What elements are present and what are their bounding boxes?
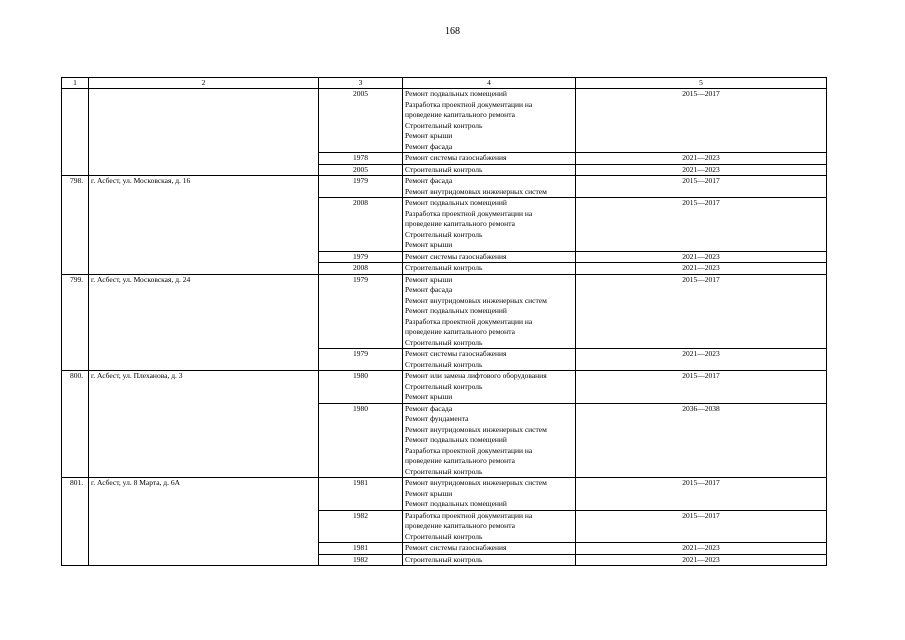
table-row [62,274,827,349]
work-item: Строительный контроль [405,164,483,174]
period-cell: 2015—2017 [576,89,827,153]
work-item: проведение капитального ремонта [405,521,515,530]
year-cell: 1982 [319,554,403,566]
address-cell: г. Асбест, ул. Московская, д. 24 [89,274,319,371]
works-cell [403,478,576,511]
row-number-cell [62,89,89,176]
work-item: Строительный контроль [405,466,483,476]
works-cell [403,198,576,252]
work-item: Ремонт фасада [405,285,453,294]
table-row [62,176,827,198]
period-cell: 2021—2023 [576,554,827,566]
works-cell [403,543,576,555]
work-item: Строительный контроль [405,120,483,130]
address-cell: г. Асбест, ул. Плеханова, д. 3 [89,371,319,478]
work-item: Ремонт фасада [405,403,453,413]
address-cell: г. Асбест, ул. 8 Марта, д. 6А [89,478,319,566]
work-item: Ремонт внутридомовых инженерных систем [405,424,547,434]
period-cell: 2021—2023 [576,263,827,275]
work-item: проведение капитального ремонта [405,110,515,119]
column-header: 4 [403,78,576,89]
period-cell: 2015—2017 [576,510,827,543]
works-cell [403,403,576,478]
work-item: Ремонт фундамента [405,414,469,423]
year-cell: 1979 [319,176,403,198]
period-cell: 2021—2023 [576,349,827,371]
works-cell [403,164,576,176]
work-item: Ремонт крыши [405,392,453,401]
year-cell: 1981 [319,543,403,555]
work-item: Ремонт фасада [405,141,453,151]
work-item: Ремонт или замена лифтового оборудования [405,371,547,380]
year-cell: 1982 [319,510,403,543]
work-item: Ремонт подвальных помещений [405,89,507,98]
work-item: Строительный контроль [405,263,483,272]
works-cell [403,349,576,371]
work-item: Ремонт крыши [405,240,453,249]
table-row [62,478,827,511]
works-cell [403,153,576,165]
works-cell [403,263,576,275]
work-item: Строительный контроль [405,531,483,541]
work-item: проведение капитального ремонта [405,327,515,336]
year-cell: 1979 [319,274,403,349]
period-cell: 2015—2017 [576,478,827,511]
column-header: 2 [89,78,319,89]
work-item: Разработка проектной документации на [405,510,533,520]
work-item: Ремонт системы газоснабжения [405,543,507,552]
work-item: Строительный контроль [405,359,483,369]
column-number-row [62,78,827,89]
period-cell: 2021—2023 [576,251,827,263]
works-cell [403,510,576,543]
period-cell: 2021—2023 [576,164,827,176]
column-header: 5 [576,78,827,89]
work-item: Разработка проектной документации на [405,208,533,218]
work-item: Ремонт внутридомовых инженерных систем [405,186,547,196]
works-cell [403,554,576,566]
work-item: Ремонт крыши [405,274,453,284]
table-row [62,371,827,404]
period-cell: 2015—2017 [576,371,827,404]
year-cell: 2008 [319,198,403,252]
row-number-cell: 800. [62,371,89,478]
work-item: Строительный контроль [405,381,483,391]
work-item: Ремонт крыши [405,488,453,498]
work-item: Ремонт подвальных помещений [405,435,507,444]
year-cell: 1980 [319,371,403,404]
period-cell: 2021—2023 [576,543,827,555]
work-item: Ремонт системы газоснабжения [405,349,507,358]
repair-schedule-table [61,77,827,566]
year-cell: 1980 [319,403,403,478]
address-cell [89,89,319,176]
work-item: Ремонт внутридомовых инженерных систем [405,478,547,487]
work-item: Ремонт фасада [405,176,453,185]
row-number-cell: 799. [62,274,89,371]
work-item: Ремонт крыши [405,131,453,140]
year-cell: 1981 [319,478,403,511]
work-item: проведение капитального ремонта [405,456,515,465]
work-item: Строительный контроль [405,337,483,347]
address-cell: г. Асбест, ул. Московская, д. 16 [89,176,319,275]
work-item: Ремонт системы газоснабжения [405,251,507,261]
work-item: Строительный контроль [405,554,483,564]
work-item: Строительный контроль [405,229,483,239]
year-cell: 1979 [319,251,403,263]
table-row [62,89,827,153]
works-cell [403,371,576,404]
work-item: Ремонт системы газоснабжения [405,153,507,162]
page-number: 168 [445,26,460,37]
work-item: Разработка проектной документации на [405,316,533,326]
work-item: проведение капитального ремонта [405,219,515,228]
works-cell [403,176,576,198]
period-cell: 2015—2017 [576,198,827,252]
column-header: 3 [319,78,403,89]
work-item: Ремонт подвальных помещений [405,198,507,207]
period-cell: 2036—2038 [576,403,827,478]
table-body [62,78,827,566]
period-cell: 2021—2023 [576,153,827,165]
work-item: Разработка проектной документации на [405,99,533,109]
column-header: 1 [62,78,89,89]
year-cell: 1979 [319,349,403,371]
year-cell: 2008 [319,263,403,275]
work-item: Ремонт подвальных помещений [405,306,507,315]
year-cell: 2005 [319,89,403,153]
works-cell [403,274,576,349]
period-cell: 2015—2017 [576,274,827,349]
work-item: Разработка проектной документации на [405,445,533,455]
row-number-cell: 798. [62,176,89,275]
works-cell [403,89,576,153]
works-cell [403,251,576,263]
work-item: Ремонт внутридомовых инженерных систем [405,295,547,305]
work-item: Ремонт подвальных помещений [405,499,507,508]
year-cell: 2005 [319,164,403,176]
row-number-cell: 801. [62,478,89,566]
period-cell: 2015—2017 [576,176,827,198]
year-cell: 1978 [319,153,403,165]
